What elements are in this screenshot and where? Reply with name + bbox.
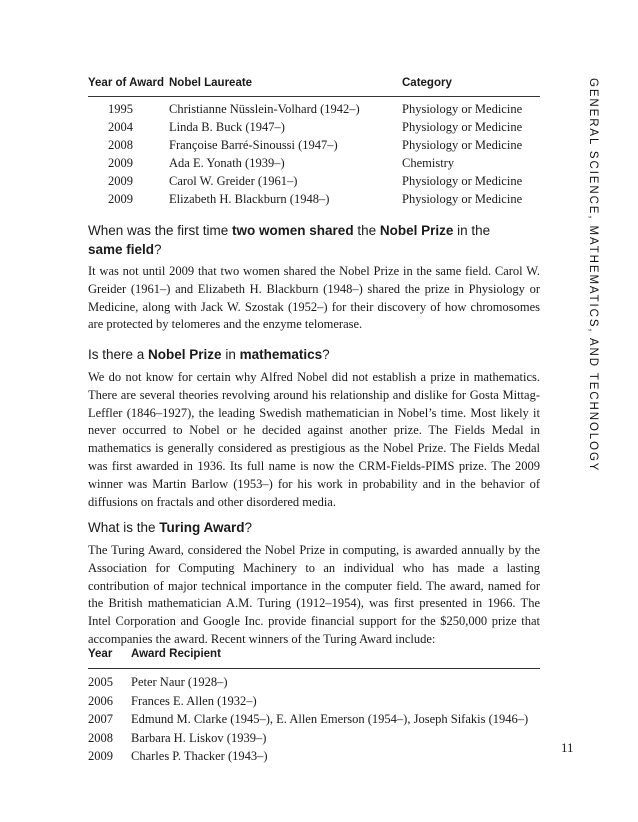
cell-laureate: Elizabeth H. Blackburn (1948–) [169,192,330,206]
table-row [88,673,540,692]
cell-year: 1995 [108,102,133,116]
table-header [88,77,540,97]
header-year: Year [88,648,113,660]
cell-laureate: Christianne Nüsslein-Volhard (1942–) [169,102,360,116]
table-row [88,710,540,729]
cell-year: 2009 [88,749,113,763]
cell-year: 2006 [88,693,113,708]
cell-laureate: Françoise Barré-Sinoussi (1947–) [169,138,338,152]
table-row [88,729,540,748]
page-number: 11 [561,740,574,755]
table-row [88,136,540,154]
running-head-text: GENERAL SCIENCE, MATHEMATICS, AND TECHNOLOGY [587,78,599,473]
table-row [88,154,540,172]
cell-recipient: Edmund M. Clarke (1945–), E. Allen Emerson (1954–), Joseph Sifakis (1946–) [131,712,529,726]
answer-paragraph: We do not know for certain why Alfred Nobel did not establish a prize in mathematics. There are several theories revolving around his relationship and dislike for Gosta Mittag-Leffler (1846–1927), the leading Swedish mathematician in Nobel’s time. Most likely it never occurred to Nobel or he decided against another prize. The Fields Medal in mathematics is generally considered as prestigious as the Nobel Prize. The Fields Medal was first awarded in 1936. Its full name is now the CRM-Fields-PIMS prize. The 2009 winner was Martin Barlow (1953–) for his work in probability and in the behavior of diffusions on fractals and other disordered media. [88,370,540,509]
table-row [88,100,540,118]
turing-award-table [88,648,540,766]
cell-laureate: Ada E. Yonath (1939–) [169,156,285,170]
answer-paragraph: It was not until 2009 that two women shared the Nobel Prize in the same field. Carol W. Greider (1961–) and Elizabeth H. Blackburn (1948–) shared the prize in Physiology or Medicine, along with Jack W. Szostak (1952–) for their discovery of how chromosomes are protected by telomeres and the enzyme telomerase. [88,264,540,332]
header-recipient: Award Recipient [131,648,221,660]
answer-paragraph: The Turing Award, considered the Nobel Prize in computing, is awarded annually by the Association for Computing Machinery to an individual who has made a lasting contribution of major technical importance in the computer field. The award, named for the British mathematician A.M. Turing (1912–1954), was first presented in 1966. The Intel Corporation and Google Inc. provide financial support for the $250,000 prize that accompanies the award. Recent winners of the Turing Award include: [88,543,540,646]
header-year: Year of Award [88,77,165,89]
table-row [88,118,540,136]
cell-laureate: Linda B. Buck (1947–) [169,120,285,134]
cell-year: 2008 [88,730,113,745]
cell-year: 2005 [88,675,113,689]
cell-recipient: Charles P. Thacker (1943–) [131,749,268,763]
cell-year: 2009 [108,174,133,188]
table-row [88,172,540,190]
question-heading: When was the first time two women shared the Nobel Prize in the same field? [88,223,491,257]
cell-year: 2009 [108,192,133,206]
cell-year: 2008 [108,138,133,152]
cell-category: Chemistry [402,156,455,170]
cell-year: 2004 [108,120,133,134]
cell-recipient: Frances E. Allen (1932–) [131,693,257,708]
cell-category: Physiology or Medicine [402,120,523,134]
cell-year: 2007 [88,712,113,726]
cell-category: Physiology or Medicine [402,102,523,116]
table-row [88,747,540,766]
question-heading: Is there a Nobel Prize in mathematics? [88,347,330,362]
header-category: Category [402,77,452,89]
cell-recipient: Peter Naur (1928–) [131,675,228,689]
header-laureate: Nobel Laureate [169,77,253,89]
table-header [88,648,540,669]
cell-category: Physiology or Medicine [402,138,523,152]
cell-recipient: Barbara H. Liskov (1939–) [131,730,267,745]
cell-laureate: Carol W. Greider (1961–) [169,174,298,188]
running-head [576,78,606,473]
cell-category: Physiology or Medicine [402,174,523,188]
cell-year: 2009 [108,156,133,170]
cell-category: Physiology or Medicine [402,192,523,206]
table-row [88,692,540,711]
question-heading: What is the Turing Award? [88,520,253,535]
nobel-women-table [88,77,540,208]
table-row [88,190,540,208]
